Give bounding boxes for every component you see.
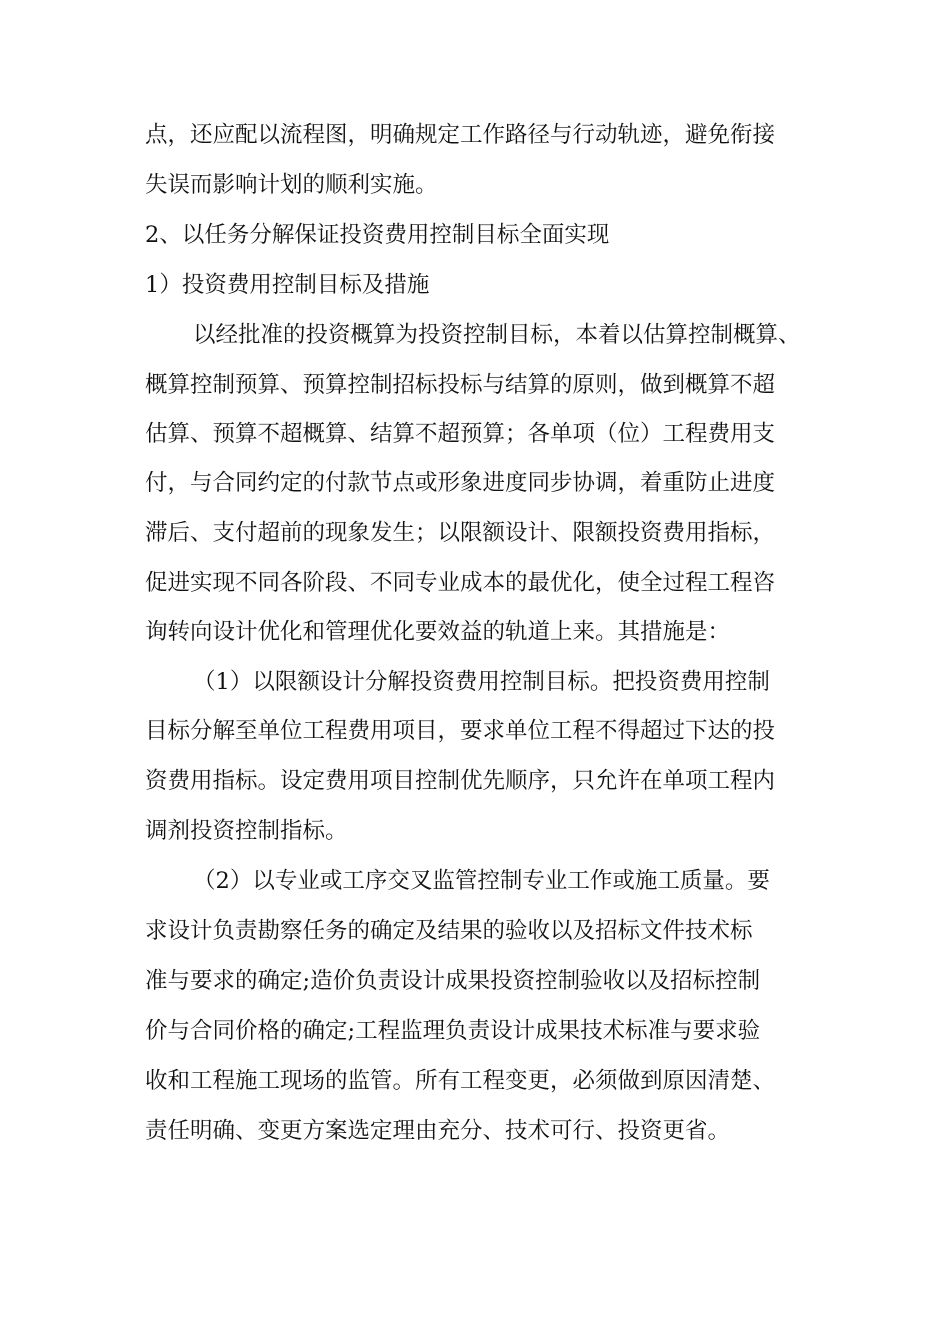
paragraph-target-line: 滞后、支付超前的现象发生；以限额设计、限额投资费用指标， <box>145 520 776 546</box>
paragraph-target-line: 估算、预算不超概算、结算不超预算；各单项（位）工程费用支 <box>145 421 776 447</box>
paragraph-measure-1-line: 目标分解至单位工程费用项目，要求单位工程不得超过下达的投 <box>145 718 776 744</box>
paragraph-target-line: 促进实现不同各阶段、不同专业成本的最优化，使全过程工程咨 <box>145 570 776 596</box>
paragraph-measure-2-line: 准与要求的确定;造价负责设计成果投资控制验收以及招标控制 <box>145 968 761 994</box>
paragraph-measure-2-line: 收和工程施工现场的监管。所有工程变更，必须做到原因清楚、 <box>145 1068 776 1094</box>
paragraph-target-line: 概算控制预算、预算控制招标投标与结算的原则，做到概算不超 <box>145 372 776 398</box>
paragraph-target-line: 询转向设计优化和管理优化要效益的轨道上来。其措施是： <box>145 619 731 645</box>
paragraph-measure-2-line: 责任明确、变更方案选定理由充分、技术可行、投资更省。 <box>145 1118 731 1144</box>
paragraph-intro-line: 点，还应配以流程图，明确规定工作路径与行动轨迹，避免衔接 <box>145 122 776 148</box>
paragraph-measure-2-line: 价与合同价格的确定;工程监理负责设计成果技术标准与要求验 <box>145 1018 761 1044</box>
paragraph-measure-2-line: 求设计负责勘察任务的确定及结果的验收以及招标文件技术标 <box>145 918 753 944</box>
section-heading: 2、以任务分解保证投资费用控制目标全面实现 <box>145 222 610 248</box>
subsection-heading: 1）投资费用控制目标及措施 <box>145 272 430 298</box>
paragraph-target-line: 以经批准的投资概算为投资控制目标，本着以估算控制概算、 <box>193 322 801 348</box>
paragraph-measure-1-line: 调剂投资控制指标。 <box>145 818 348 844</box>
paragraph-measure-1-line: 资费用指标。设定费用项目控制优先顺序，只允许在单项工程内 <box>145 768 776 794</box>
paragraph-measure-2-line: （2）以专业或工序交叉监管控制专业工作或施工质量。要 <box>193 868 770 894</box>
paragraph-measure-1-line: （1）以限额设计分解投资费用控制目标。把投资费用控制 <box>193 669 770 695</box>
paragraph-intro-line: 失误而影响计划的顺利实施。 <box>145 172 438 198</box>
paragraph-target-line: 付，与合同约定的付款节点或形象进度同步协调，着重防止进度 <box>145 470 776 496</box>
